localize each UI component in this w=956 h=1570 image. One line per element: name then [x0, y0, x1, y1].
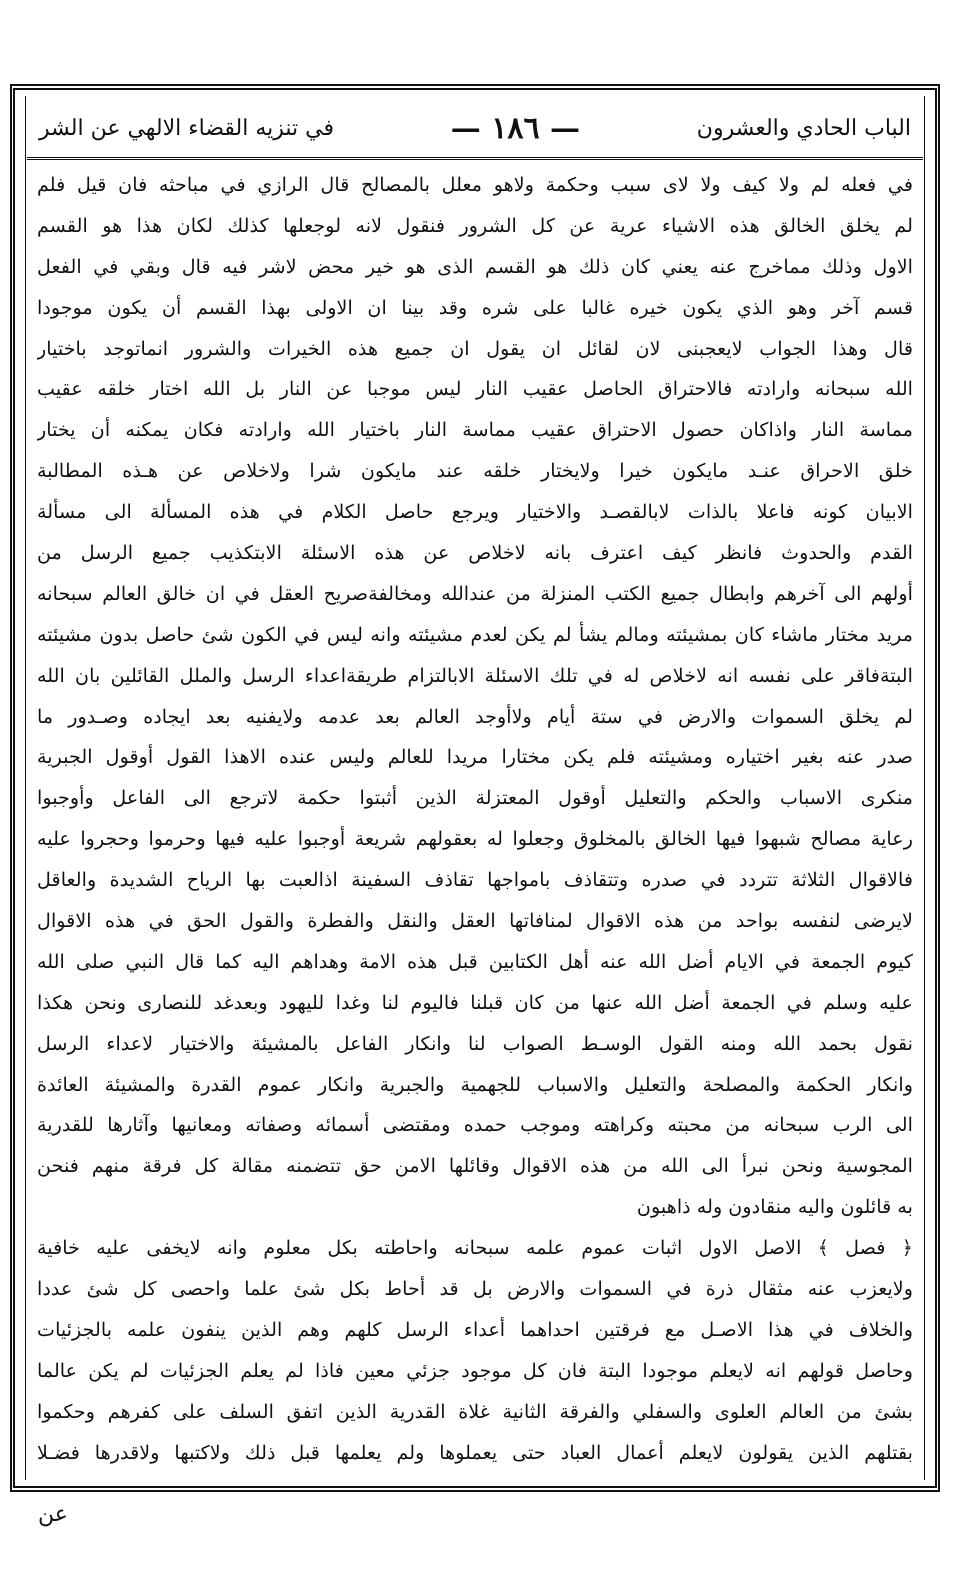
text-line: والخلاف في هذا الاصـل مع فرقتين احداهما أعداء الرسل كلهم وهم الذين ينفون علمه بالجزئيات — [37, 1317, 913, 1341]
body-text — [37, 166, 913, 1472]
text-line: به قائلون واليه منقادون وله ذاهبون — [636, 1195, 913, 1219]
section-title: في تنزيه القضاء الالهي عن الشر — [39, 116, 335, 141]
text-line: مماسة النار واذاكان حصول الاحتراق عقيب مماسة النار باختيار الله وارادته فكان يمكنه أن يختار — [37, 418, 913, 442]
text-line: القدم والحدوث فانظر كيف اعترف بانه لاخلاص عن هذه الاسئلة الابتكذيب جميع الرسل من — [37, 541, 913, 565]
text-line: وحاصل قولهم انه لايعلم موجودا البتة فان كل موجود جزئي معين فاذا لم يعلم الجزئيات لم يكن عالما — [37, 1358, 913, 1382]
page-frame — [10, 84, 940, 1492]
text-line: الابيان كونه فاعلا بالذات لابالقصـد والاختيار ويرجع حاصل الكلام في هذه المسألة الى مسألة — [37, 500, 913, 524]
text-line: رعاية مصالح شبهوا فيها الخالق بالمخلوق وجعلوا له بعقولهم شريعة أوجبوا عليه فيها وحرموا وحجروا عليه — [37, 827, 913, 851]
text-line: قسم آخر وهو الذي يكون خيره غالبا على شره وقد بينا ان الاولى بهذا القسم أن يكون موجودا — [37, 295, 913, 319]
text-line: الاول وذلك مماخرج عنه يعني كان ذلك هو القسم الذى هو خير محض لاشر فيه قال وبقي في الفعل — [37, 254, 913, 278]
catchword: عن — [38, 1502, 68, 1527]
text-line: لم يخلق السموات والارض في ستة أيام ولاأوجد العالم بعد عدمه ولايفنيه بعد ايجاده وصـدور ما — [37, 704, 913, 728]
text-line: في فعله لم ولا كيف ولا لاى سبب وحكمة ولاهو معلل بالمصالح قال الرازي في مباحثه فان قيل فلم — [37, 173, 913, 196]
text-line: صدر عنه بغير اختياره ومشيئته فلم يكن مختارا مريدا للعالم وليس عنده الاهذا القول أوقول الجبرية — [37, 745, 913, 769]
text-line: منكرى الاسباب والحكم والتعليل أوقول المعتزلة الذين أثبتوا حكمة لاترجع الى الفاعل وأوجبوا — [37, 786, 913, 810]
text-line: الله سبحانه وارادته فالاحتراق الحاصل عقيب النار ليس موجبا عن النار بل الله اختار خلقه عقيب — [37, 377, 913, 401]
text-line: لم يخلق الخالق هذه الاشياء عرية عن كل الشرور فنقول لانه لوجعلها كذلك لكان هذا هو القسم — [37, 213, 913, 237]
text-line: وانكار الحكمة والمصلحة والتعليل والاسباب للجهمية والجبرية وانكار عموم القدرة والمشيئة العائدة — [37, 1072, 913, 1096]
text-line: المجوسية ونحن نبرأ الى الله من هذه الاقوال وقائلها الامن حق تتضمنه مقالة كل فرقة منهم فنحن — [37, 1154, 913, 1178]
text-line: بشئ من العالم العلوى والسفلي والفرقة الثانية غلاة القدرية الذين اتفق السلف على كفرهم وحكموا — [37, 1399, 913, 1423]
page-header — [27, 100, 923, 160]
text-line: لايرضى لنفسه بواحد من هذه الاقوال لمنافاتها العقل والنقل والفطرة والقول الحق في هذه الاقوال — [37, 909, 913, 933]
text-line: فالاقوال الثلاثة تتردد في صدره وتتقاذف بامواجها تقاذف السفينة اذالعبت بها الرياح الشديدة والعاقل — [37, 868, 913, 892]
section-heading-line: ﴿ فصل ﴾ الاصل الاول اثبات عموم علمه سبحانه واحاطته بكل معلوم وانه لايخفى عليه خافية — [37, 1236, 913, 1260]
text-line: عليه وسلم في الجمعة أضل الله عنها من كان قبلنا فاليوم لنا وغدا لليهود وبعدغد للنصارى ونحن هكذا — [37, 990, 913, 1014]
text-line: بقتلهم الذين يقولون لايعلم أعمال العباد حتى يعملوها ولم يعلمها قبل ذلك ولاكتبها ولاقدرها فضـلا — [37, 1440, 913, 1464]
text-line: قال وهذا الجواب لايعجبنى لان لقائل ان يقول ان جميع هذه الخيرات والشرور انماتوجد باختيار — [37, 336, 913, 360]
text-line: كيوم الجمعة في الايام أضل الله عنه أهل الكتابين قبل هذه الامة وهداهم اليه كما قال النبي صلى الله — [37, 949, 913, 973]
text-line: خلق الاحراق عنـد مايكون خيرا ولايختار خلقه عند مايكون شرا ولاخلاص عن هـذه المطالبة — [37, 459, 913, 483]
page-number: — ١٨٦ — — [450, 111, 581, 146]
text-line: ولايعزب عنه مثقال ذرة في السموات والارض بل قد أحاط بكل شئ علما واحصى كل شئ عددا — [37, 1277, 913, 1301]
text-line: البتةفاقر على نفسه انه لاخلاص له في تلك الاسئلة الابالتزام طريقةاعداء الرسل والملل القائلين بان الله — [37, 663, 913, 687]
text-line: نقول بحمد الله ومنه القول الوسـط الصواب لنا وانكار الفاعل بالمشيئة والاختيار لاعداء الرسل — [37, 1031, 913, 1055]
text-line: مريد مختار ماشاء كان بمشيئته ومالم يشأ لم يكن لعدم مشيئته وانه ليس في الكون شئ حاصل بدون مشيئته — [37, 622, 913, 646]
text-line: أولهم الى آخرهم وابطال جميع الكتب المنزلة من عندالله ومخالفةصريح العقل في ان خالق العالم سبحانه — [37, 581, 913, 605]
text-line: الى الرب سبحانه من محبته وكراهته وموجب حمده ومقتضى أسمائه وصفاته ومعانيها وآثارها للقدرية — [37, 1113, 913, 1137]
chapter-title: الباب الحادي والعشرون — [696, 116, 911, 141]
